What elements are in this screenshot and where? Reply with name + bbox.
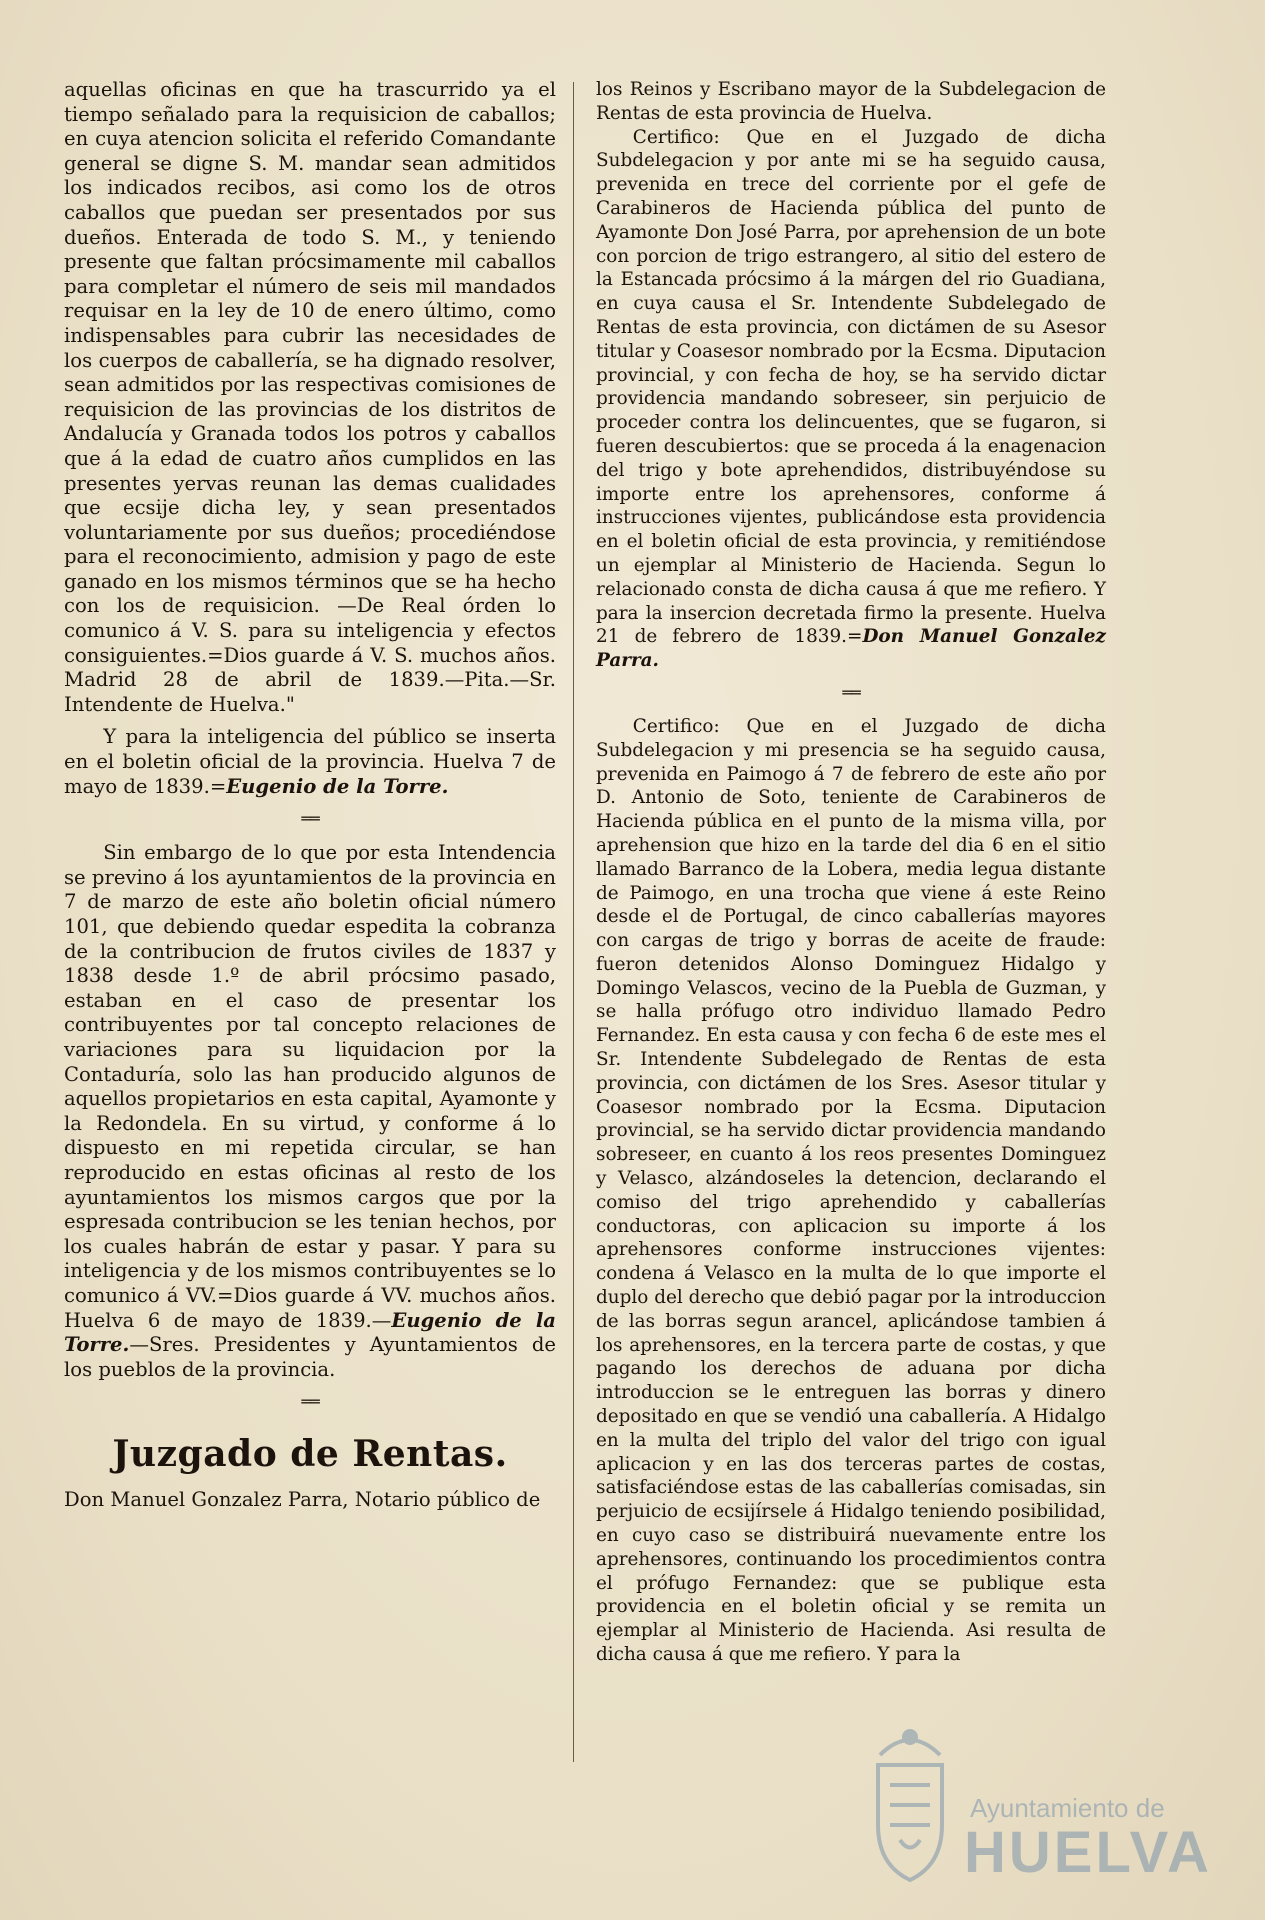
left-paragraph-2 <box>64 725 556 799</box>
separator: ══ <box>301 1392 319 1412</box>
right-paragraph-1: los Reinos y Escribano mayor de la Subdelegacion de Rentas de esta provincia de Huelva. <box>596 79 1106 124</box>
coat-of-arms-icon <box>860 1715 960 1890</box>
right-paragraph-2-text: Certifico: Que en el Juzgado de dicha Subdelegacion y por ante mi se ha seguido causa, prevenida en trece del corriente por el gefe de Carabineros de Hacienda pública del punto de Ayamonte Don José Parra, por aprehension de un bote con porcion de trigo estrangero, al sitio del estero de la Estancada prócsimo á la márgen del rio Guadiana, en cuya causa el Sr. Intendente Subdelegado de Rentas de esta provincia, con dictámen de su Asesor titular y Coasesor nombrado por la Ecsma. Diputacion provincial, y con fecha de hoy, se ha servido dictar providencia mandando sobreseer, sin perjuicio de proceder contra los delincuentes, que se fugaron, si fueren descubiertos: que se proceda á la enagenacion del trigo y bote aprehendidos, distribuyéndose su importe entre los aprehensores, conforme á instrucciones vijentes, publicándose esta providencia en el boletin oficial de esta provincia, y remitiéndose un ejemplar al Ministerio de Hacienda. Segun lo relacionado consta de dicha causa á que me refiero. Y para la insercion decretada firmo la presente. Huelva 21 de febrero de 1839.= <box>596 126 1106 648</box>
watermark <box>860 1715 1212 1895</box>
right-paragraph-3: Certifico: Que en el Juzgado de dicha Subdelegacion y mi presencia se ha seguido causa, prevenida en Paimogo á 7 de febrero de este año por D. Antonio de Soto, teniente de Carabineros de Hacienda pública en el punto de la misma villa, por aprehension que hizo en la tarde del dia 6 en el sitio llamado Barranco de la Lobera, media legua distante de Paimogo, en una trocha que viene á este Reino desde el de Portugal, de cinco caballerías mayores con cargas de trigo y borras de aceite de fraude: fueron detenidos Alonso Dominguez Hidalgo y Domingo Velascos, vecino de la Puebla de Guzman, y se halla prófugo otro individuo llamado Pedro Fernandez. En esta causa y con fecha 6 de este mes el Sr. Intendente Subdelegado de Rentas de esta provincia, con dictámen de los Sres. Asesor titular y Coasesor nombrado por la Ecsma. Diputacion provincial, se ha servido dictar providencia mandando sobreseer, en cuanto á los reos presentes Dominguez y Velasco, alzándoseles la detencion, declarando el comiso del trigo aprehendido y caballerías conductoras, con aplicacion su importe á los aprehensores conforme instrucciones vijentes: condena á Velasco en la multa de lo que importe el duplo del derecho que debió pagar por la introduccion de las borras segun arancel, aplicándose tambien á los aprehensores, en la tercera parte de costas, y que pagando los derechos de aduana por dicha introduccion se le entreguen las borras y dinero depositado en que se vendió una caballería. A Hidalgo en la multa del triplo del valor del trigo con igual aplicacion y en las dos terceras partes de costas, satisfaciéndose estas de las caballerías comisadas, sin perjuicio de ecsijírsele á Hidalgo teniendo posibilidad, en cuyo caso se distribuirá nuevamente entre los aprehensores, continuando los procedimientos contra el prófugo Fernandez: que se publique esta providencia en el boletin oficial y se remita un ejemplar al Ministerio de Hacienda. Asi resulta de dicha causa á que me refiero. Y para la <box>596 715 1106 1665</box>
right-paragraph-2-signature: Don Manuel Gonzalez Parra. <box>596 626 1106 672</box>
right-column <box>596 78 1106 1667</box>
watermark-line-2: HUELVA <box>964 1820 1212 1885</box>
watermark-line-1: Ayuntamiento de <box>970 1793 1165 1823</box>
separator: ══ <box>301 809 319 829</box>
left-paragraph-3-signature: Eugenio de la Torre. <box>64 1308 556 1357</box>
left-paragraph-1: aquellas oficinas en que ha trascurrido ya el tiempo señalado para la requisicion de caballos; en cuya atencion solicita el referido Comandante general se digne S. M. mandar sean admitidos los indicados recibos, asi como los de otros caballos que puedan ser presentados por sus dueños. Enterada de todo S. M., y teniendo presente que faltan prócsimamente mil caballos para completar el número de seis mil mandados requisar en la ley de 10 de enero último, como indispensables para cubrir las necesidades de los cuerpos de caballería, se ha dignado resolver, sean admitidos por las respectivas comisiones de requisicion de las provincias de los distritos de Andalucía y Granada todos los potros y caballos que á la edad de cuatro años cumplidos en las presentes yervas reunan las demas cualidades que ecsije dicha ley, y sean presentados voluntariamente por sus dueños; procediéndose para el reconocimiento, admision y pago de este ganado en los mismos términos que se ha hecho con los de requisicion. —De Real órden lo comunico á V. S. para su inteligencia y efectos consiguientes.=Dios guarde á V. S. muchos años. Madrid 28 de abril de 1839.—Pita.—Sr. Intendente de Huelva." <box>64 78 556 716</box>
byline: Don Manuel Gonzalez Parra, Notario público de <box>64 1488 541 1512</box>
left-paragraph-3-tail: —Sres. Presidentes y Ayuntamientos de los pueblos de la provincia. <box>64 1333 556 1381</box>
right-paragraph-2 <box>596 126 1106 673</box>
left-paragraph-2-signature: Eugenio de la Torre. <box>226 774 449 798</box>
left-paragraph-3 <box>64 841 556 1382</box>
separator: ══ <box>842 682 860 702</box>
section-title: Juzgado de Rentas. <box>112 1433 508 1476</box>
left-paragraph-2-text: Y para la inteligencia del público se inserta en el boletin oficial de la provincia. Huelva 7 de mayo de 1839.= <box>64 725 556 798</box>
column-divider <box>573 82 574 1762</box>
left-paragraph-3-text: Sin embargo de lo que por esta Intendencia se previno á los ayuntamientos de la provincia en 7 de marzo de este año boletin oficial número 101, que debiendo quedar espedita la cobranza de la contribucion de frutos civiles de 1837 y 1838 desde 1.º de abril prócsimo pasado, estaban en el caso de presentar los contribuyentes por tal concepto relaciones de variaciones para su liquidacion por la Contaduría, solo las han producido algunos de aquellos propietarios en esta capital, Ayamonte y la Redondela. En su virtud, y conforme á lo dispuesto en mi repetida circular, se han reproducido en estas oficinas al resto de los ayuntamientos los mismos cargos que por la espresada contribucion se les tenian hechos, por los cuales habrán de estar y pasar. Y para su inteligencia y de los mismos contribuyentes se lo comunico á VV.=Dios guarde á VV. muchos años. Huelva 6 de mayo de 1839.— <box>64 841 556 1332</box>
left-column <box>64 78 556 1513</box>
